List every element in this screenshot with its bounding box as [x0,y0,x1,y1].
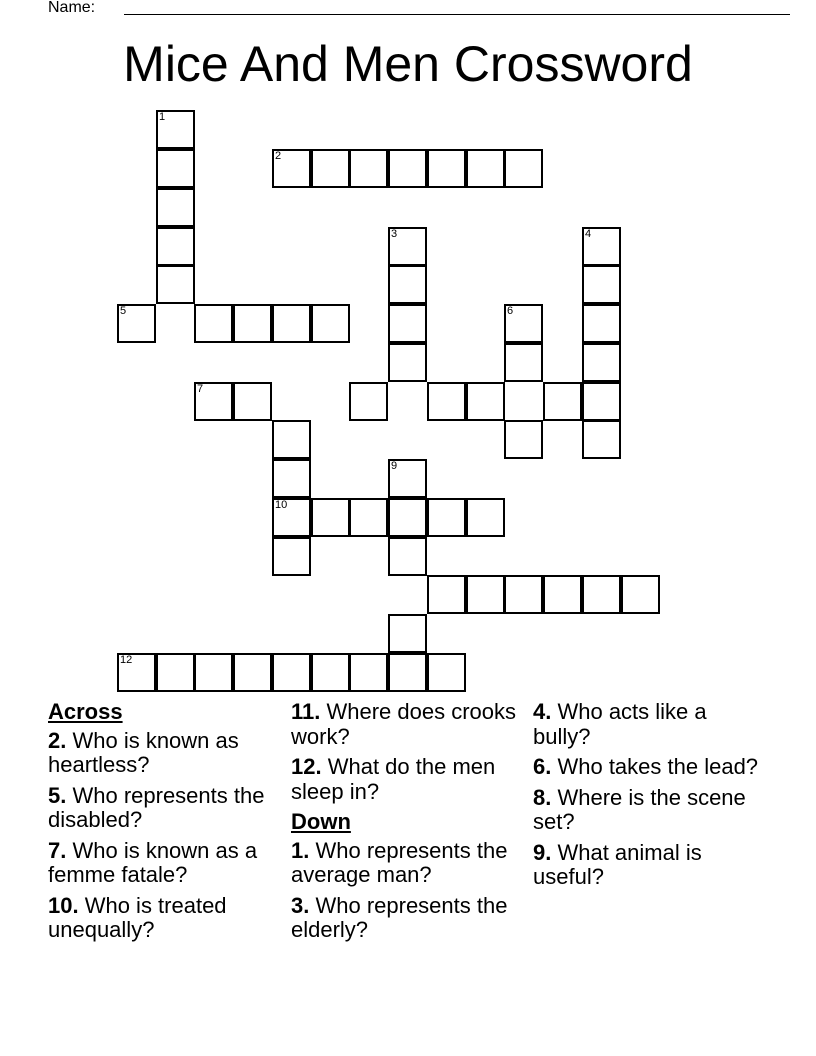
down-clue-list-continued [533,700,768,890]
grid-cell[interactable] [388,227,427,266]
grid-cell[interactable] [543,382,582,421]
clue-item-text: Who is known as a femme fatale? [48,837,258,887]
grid-cell[interactable] [194,653,233,692]
grid-cell[interactable] [582,382,621,421]
grid-cell[interactable] [311,498,350,537]
grid-cell[interactable] [504,343,543,382]
grid-cell[interactable] [388,653,427,692]
grid-cell[interactable] [466,498,505,537]
clue-item-text: What do the men sleep in? [291,754,496,804]
clue-number: 1 [159,111,166,123]
grid-cell[interactable] [427,382,466,421]
grid-cell[interactable] [388,304,427,343]
grid-cell[interactable] [427,575,466,614]
clue-item-number: 7. [48,837,67,863]
clue-item-number: 5. [48,782,67,808]
grid-cell[interactable] [272,420,311,459]
clue-number: 2 [275,150,282,162]
grid-cell[interactable] [582,304,621,343]
clues-column-1 [48,700,283,949]
grid-cell[interactable] [388,614,427,653]
grid-cell[interactable] [427,498,466,537]
clue-item-text: What animal is useful? [533,839,702,889]
clue-item [291,839,526,888]
clues-column-2 [291,700,526,949]
clue-item [533,786,768,835]
clue-item-text: Who acts like a bully? [533,699,707,749]
grid-cell[interactable] [427,149,466,188]
grid-cell[interactable] [156,149,195,188]
clue-number: 12 [120,654,133,666]
clue-item [48,894,283,943]
grid-cell[interactable] [466,382,505,421]
grid-cell[interactable] [466,575,505,614]
clue-item-number: 2. [48,727,67,753]
grid-cell[interactable] [349,653,388,692]
grid-cell[interactable] [504,575,543,614]
grid-cell[interactable] [117,653,156,692]
clue-number: 10 [275,499,288,511]
grid-cell[interactable] [272,498,311,537]
grid-cell[interactable] [582,343,621,382]
grid-cell[interactable] [543,575,582,614]
grid-cell[interactable] [272,149,311,188]
clue-item [48,729,283,778]
grid-cell[interactable] [582,227,621,266]
clue-number: 5 [120,305,127,317]
clue-item [291,700,526,749]
grid-cell[interactable] [311,149,350,188]
clue-number: 9 [391,460,398,472]
grid-cell[interactable] [272,653,311,692]
grid-cell[interactable] [272,537,311,576]
clue-item-number: 3. [291,892,310,918]
grid-cell[interactable] [194,304,233,343]
clue-item-text: Who represents the average man? [291,837,508,887]
down-heading: Down [291,809,351,834]
grid-cell[interactable] [466,149,505,188]
grid-cell[interactable] [582,575,621,614]
clue-item-number: 9. [533,839,552,865]
grid-cell[interactable] [504,420,543,459]
grid-cell[interactable] [621,575,660,614]
clue-item-text: Where does crooks work? [291,699,517,749]
grid-cell[interactable] [156,653,195,692]
grid-cell[interactable] [311,653,350,692]
name-line [48,0,748,18]
down-clue-list [291,839,526,943]
grid-cell[interactable] [504,304,543,343]
grid-cell[interactable] [388,498,427,537]
clue-item-text: Who is treated unequally? [48,892,227,942]
grid-cell[interactable] [504,149,543,188]
grid-cell[interactable] [233,382,272,421]
across-clue-list [48,729,283,943]
clue-item [48,784,283,833]
clue-item-number: 4. [533,699,552,724]
grid-cell[interactable] [388,265,427,304]
clue-item [533,841,768,890]
clue-number: 6 [507,305,514,317]
grid-cell[interactable] [194,382,233,421]
grid-cell[interactable] [311,304,350,343]
grid-cell[interactable] [156,227,195,266]
clue-number: 3 [391,228,398,240]
grid-cell[interactable] [427,653,466,692]
grid-cell[interactable] [156,265,195,304]
clue-number: 4 [585,228,592,240]
clue-item-text: Who represents the elderly? [291,892,508,942]
page-title: Mice And Men Crossword [123,36,693,92]
clue-item-number: 8. [533,784,552,810]
clue-item [533,755,768,780]
clue-number: 7 [197,383,204,395]
clue-item-text: Who is known as heartless? [48,727,239,777]
grid-cell[interactable] [388,459,427,498]
clue-item [48,839,283,888]
clue-item [291,894,526,943]
clue-item-number: 10. [48,892,79,918]
grid-cell[interactable] [349,382,388,421]
clue-item-number: 1. [291,837,310,863]
clue-item-text: Who takes the lead? [551,754,759,779]
grid-cell[interactable] [582,265,621,304]
name-underline[interactable] [124,14,790,15]
clue-item-text: Where is the scene set? [533,784,746,834]
grid-cell[interactable] [388,537,427,576]
grid-cell[interactable] [388,343,427,382]
across-heading: Across [48,699,123,724]
clue-item-text: Who represents the disabled? [48,782,265,832]
grid-cell[interactable] [272,304,311,343]
across-clue-list-continued [291,700,526,804]
grid-cell[interactable] [233,304,272,343]
clue-item-number: 6. [533,754,552,779]
grid-cell[interactable] [388,149,427,188]
grid-cell[interactable] [582,420,621,459]
clue-item-number: 12. [291,754,322,779]
grid-cell[interactable] [233,653,272,692]
clue-item [291,755,526,804]
clue-item-number: 11. [291,699,321,724]
clues-column-3 [533,700,768,896]
grid-cell[interactable] [117,304,156,343]
name-label: Name: [48,0,96,16]
grid-cell[interactable] [272,459,311,498]
grid-cell[interactable] [156,110,195,149]
grid-cell[interactable] [349,498,388,537]
grid-cell[interactable] [349,149,388,188]
grid-cell[interactable] [156,188,195,227]
clue-item [533,700,768,749]
